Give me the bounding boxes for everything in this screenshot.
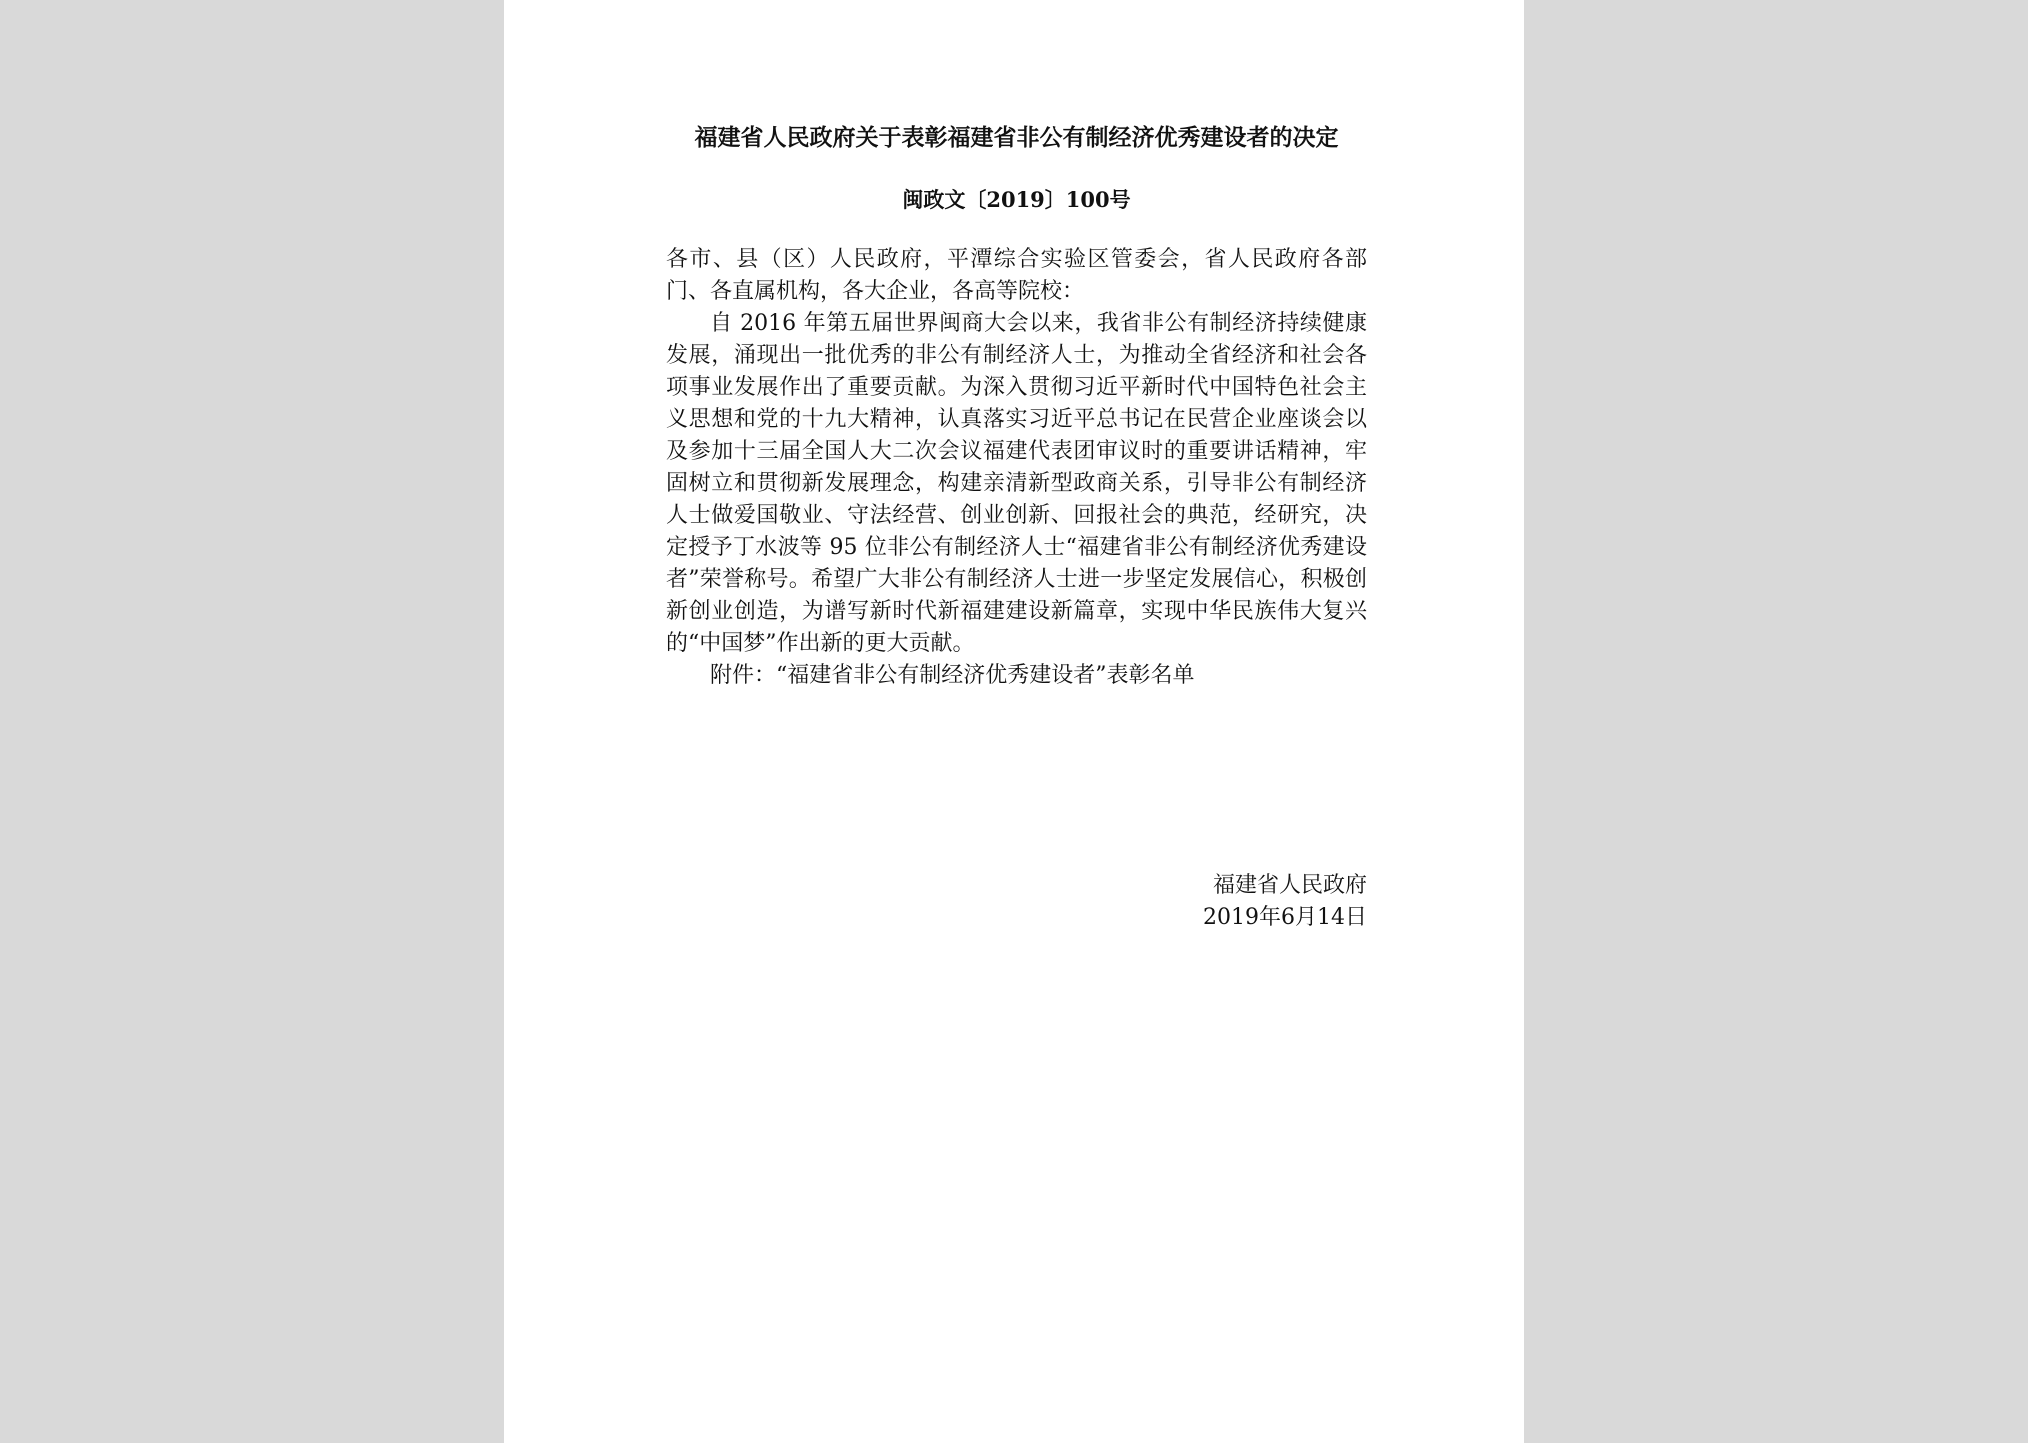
document-title: 福建省人民政府关于表彰福建省非公有制经济优秀建设者的决定 [694,124,1339,151]
issuer-name: 福建省人民政府 [1212,873,1367,898]
document-body [666,244,1367,692]
issue-date: 2019年6月14日 [1203,905,1367,930]
document-number: 闽政文〔2019〕100号 [902,187,1131,212]
document-page [504,0,1524,1443]
signature-block [1203,870,1367,934]
document-content [666,118,1367,930]
salutation: 各市、县（区）人民政府，平潭综合实验区管委会，省人民政府各部门、各直属机构，各大企业，各高等院校： [666,247,1367,304]
body-paragraph: 自 2016 年第五届世界闽商大会以来，我省非公有制经济持续健康发展，涌现出一批优秀的非公有制经济人士，为推动全省经济和社会各项事业发展作出了重要贡献。为深入贯彻习近平新时代中国特色社会主义思想和党的十九大精神，认真落实习近平总书记在民营企业座谈会以及参加十三届全国人大二次会议福建代表团审议时的重要讲话精神，牢固树立和贯彻新发展理念，构建亲清新型政商关系，引导非公有制经济人士做爱国敬业、守法经营、创业创新、回报社会的典范，经研究，决定授予丁水波等 95 位非公有制经济人士“福建省非公有制经济优秀建设者”荣誉称号。希望广大非公有制经济人士进一步坚定发展信心，积极创新创业创造，为谱写新时代新福建建设新篇章，实现中华民族伟大复兴的“中国梦”作出新的更大贡献。 [666,311,1367,656]
attachment-note: 附件：“福建省非公有制经济优秀建设者”表彰名单 [710,663,1195,688]
